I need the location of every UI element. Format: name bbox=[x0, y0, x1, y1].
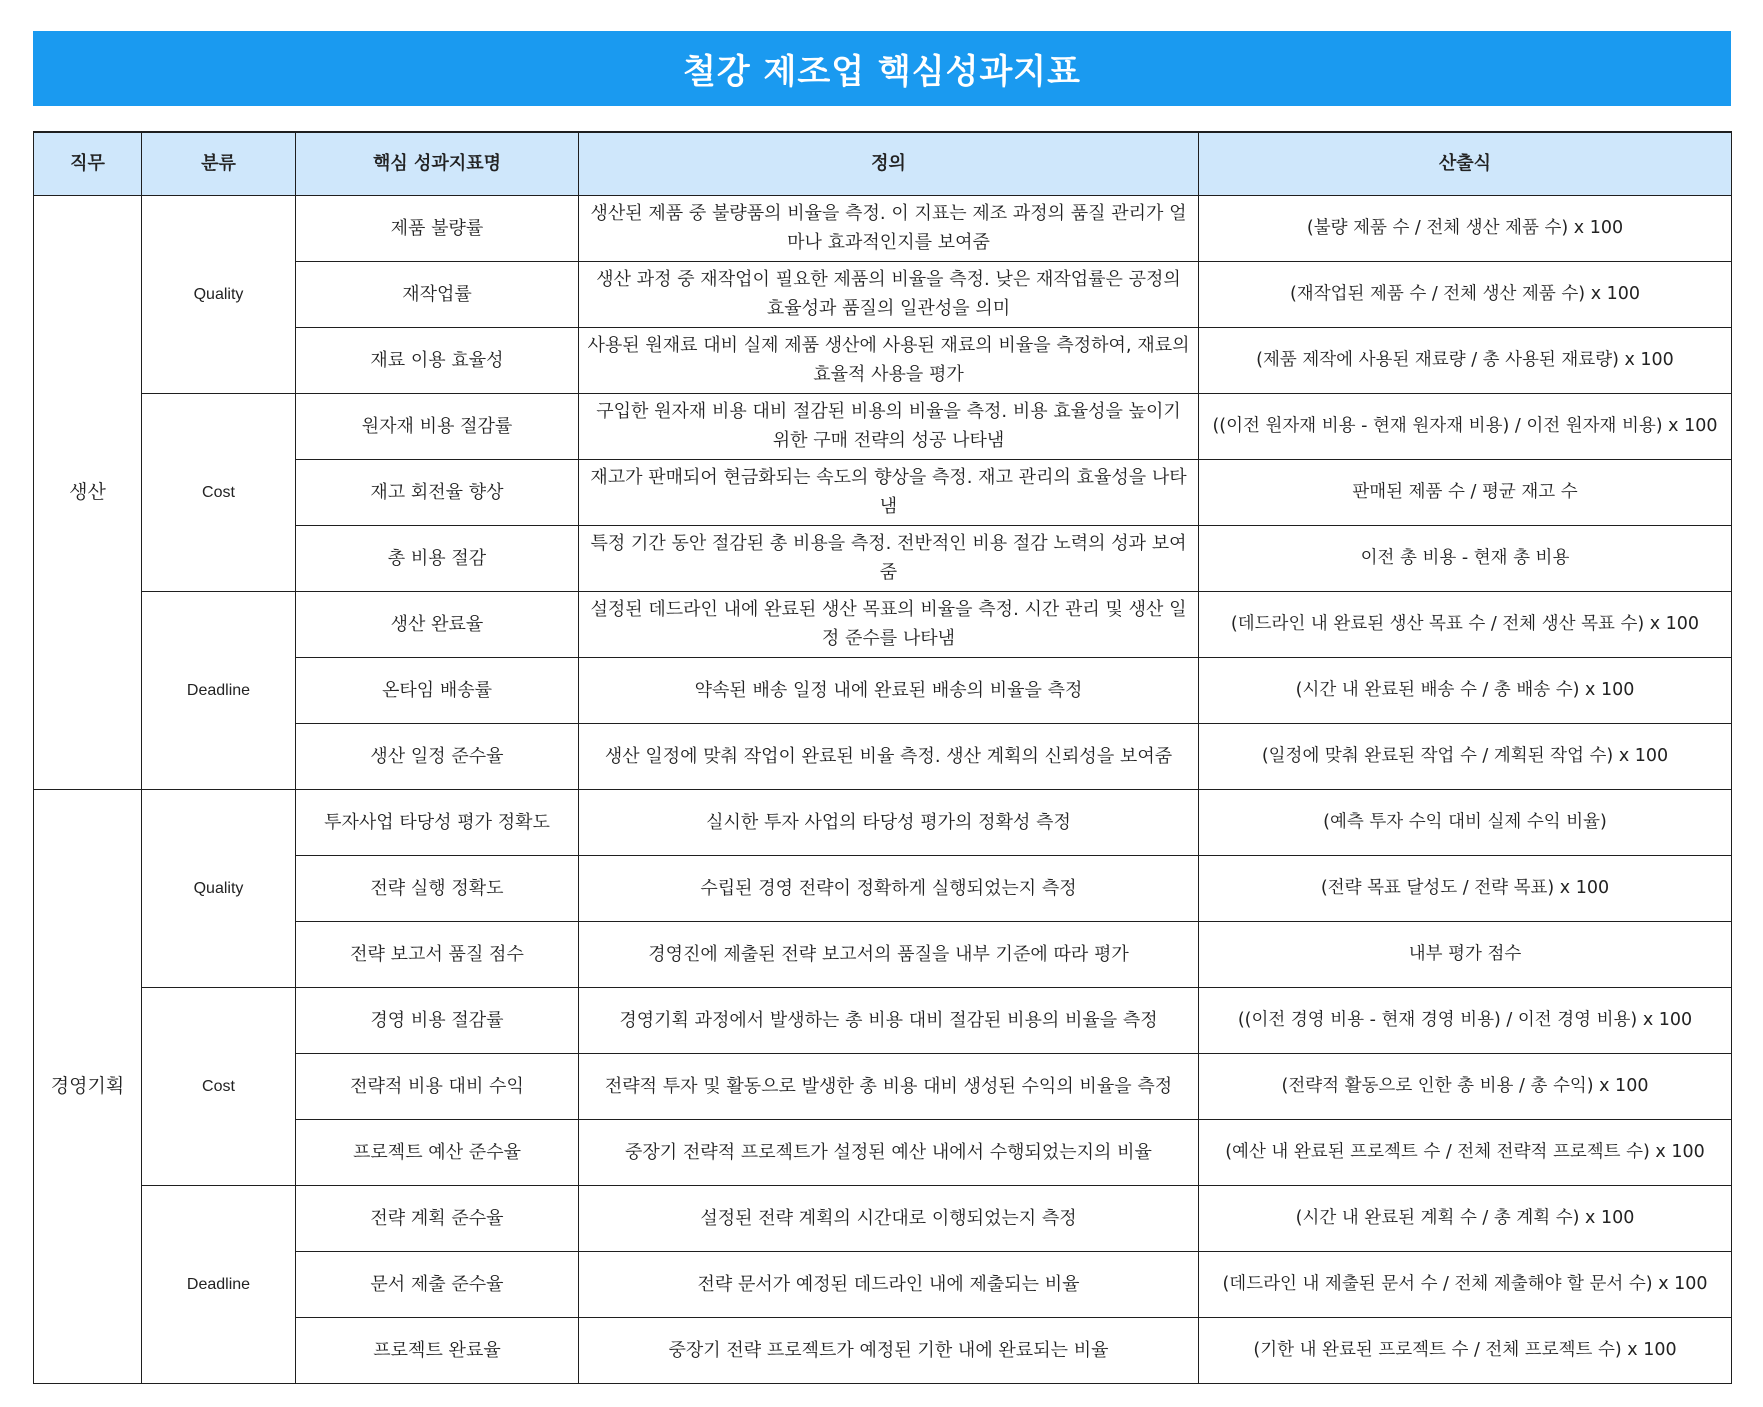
kpi-name-cell: 전략 계획 준수율 bbox=[296, 1185, 579, 1251]
table-header-row bbox=[34, 132, 1732, 195]
definition-cell: 수립된 경영 전략이 정확하게 실행되었는지 측정 bbox=[579, 855, 1199, 921]
formula-cell: ((이전 원자재 비용 - 현재 원자재 비용) / 이전 원자재 비용) x 100 bbox=[1199, 393, 1732, 459]
definition-cell: 재고가 판매되어 현금화되는 속도의 향상을 측정. 재고 관리의 효율성을 나타냄 bbox=[579, 459, 1199, 525]
job-cell: 경영기획 bbox=[34, 789, 142, 1383]
formula-cell: (예측 투자 수익 대비 실제 수익 비율) bbox=[1199, 789, 1732, 855]
kpi-name-cell: 투자사업 타당성 평가 정확도 bbox=[296, 789, 579, 855]
kpi-name-cell: 온타임 배송률 bbox=[296, 657, 579, 723]
kpi-name-cell: 프로젝트 완료율 bbox=[296, 1317, 579, 1383]
job-cell: 생산 bbox=[34, 195, 142, 789]
table-row bbox=[34, 591, 1732, 657]
kpi-name-cell: 생산 일정 준수율 bbox=[296, 723, 579, 789]
kpi-name-cell: 경영 비용 절감률 bbox=[296, 987, 579, 1053]
kpi-name-cell: 생산 완료율 bbox=[296, 591, 579, 657]
page-title: 철강 제조업 핵심성과지표 bbox=[683, 52, 1081, 92]
definition-cell: 경영진에 제출된 전략 보고서의 품질을 내부 기준에 따라 평가 bbox=[579, 921, 1199, 987]
formula-cell: (불량 제품 수 / 전체 생산 제품 수) x 100 bbox=[1199, 195, 1732, 261]
definition-cell: 특정 기간 동안 절감된 총 비용을 측정. 전반적인 비용 절감 노력의 성과 보여줌 bbox=[579, 525, 1199, 591]
header-formula: 산출식 bbox=[1199, 132, 1732, 195]
category-cell: Cost bbox=[142, 393, 296, 591]
kpi-name-cell: 전략적 비용 대비 수익 bbox=[296, 1053, 579, 1119]
table-row bbox=[34, 987, 1732, 1053]
formula-cell: (데드라인 내 제출된 문서 수 / 전체 제출해야 할 문서 수) x 100 bbox=[1199, 1251, 1732, 1317]
formula-cell: (전략적 활동으로 인한 총 비용 / 총 수익) x 100 bbox=[1199, 1053, 1732, 1119]
category-cell: Cost bbox=[142, 987, 296, 1185]
definition-cell: 전략 문서가 예정된 데드라인 내에 제출되는 비율 bbox=[579, 1251, 1199, 1317]
category-cell: Deadline bbox=[142, 1185, 296, 1383]
kpi-name-cell: 전략 보고서 품질 점수 bbox=[296, 921, 579, 987]
kpi-name-cell: 재작업률 bbox=[296, 261, 579, 327]
definition-cell: 중장기 전략적 프로젝트가 설정된 예산 내에서 수행되었는지의 비율 bbox=[579, 1119, 1199, 1185]
kpi-name-cell: 전략 실행 정확도 bbox=[296, 855, 579, 921]
formula-cell: 이전 총 비용 - 현재 총 비용 bbox=[1199, 525, 1732, 591]
definition-cell: 생산 일정에 맞춰 작업이 완료된 비율 측정. 생산 계획의 신뢰성을 보여줌 bbox=[579, 723, 1199, 789]
definition-cell: 전략적 투자 및 활동으로 발생한 총 비용 대비 생성된 수익의 비율을 측정 bbox=[579, 1053, 1199, 1119]
table-row bbox=[34, 393, 1732, 459]
header-definition: 정의 bbox=[579, 132, 1199, 195]
header-kpi-name: 핵심 성과지표명 bbox=[296, 132, 579, 195]
formula-cell: (시간 내 완료된 계획 수 / 총 계획 수) x 100 bbox=[1199, 1185, 1732, 1251]
kpi-name-cell: 문서 제출 준수율 bbox=[296, 1251, 579, 1317]
definition-cell: 중장기 전략 프로젝트가 예정된 기한 내에 완료되는 비율 bbox=[579, 1317, 1199, 1383]
definition-cell: 설정된 데드라인 내에 완료된 생산 목표의 비율을 측정. 시간 관리 및 생산 일정 준수를 나타냄 bbox=[579, 591, 1199, 657]
formula-cell: (시간 내 완료된 배송 수 / 총 배송 수) x 100 bbox=[1199, 657, 1732, 723]
table-body bbox=[34, 195, 1732, 1383]
kpi-name-cell: 재료 이용 효율성 bbox=[296, 327, 579, 393]
kpi-name-cell: 재고 회전율 향상 bbox=[296, 459, 579, 525]
kpi-name-cell: 제품 불량률 bbox=[296, 195, 579, 261]
category-cell: Quality bbox=[142, 195, 296, 393]
formula-cell: 판매된 제품 수 / 평균 재고 수 bbox=[1199, 459, 1732, 525]
definition-cell: 생산 과정 중 재작업이 필요한 제품의 비율을 측정. 낮은 재작업률은 공정의 효율성과 품질의 일관성을 의미 bbox=[579, 261, 1199, 327]
table-row bbox=[34, 789, 1732, 855]
category-cell: Quality bbox=[142, 789, 296, 987]
kpi-name-cell: 원자재 비용 절감률 bbox=[296, 393, 579, 459]
definition-cell: 설정된 전략 계획의 시간대로 이행되었는지 측정 bbox=[579, 1185, 1199, 1251]
category-cell: Deadline bbox=[142, 591, 296, 789]
formula-cell: (예산 내 완료된 프로젝트 수 / 전체 전략적 프로젝트 수) x 100 bbox=[1199, 1119, 1732, 1185]
definition-cell: 경영기획 과정에서 발생하는 총 비용 대비 절감된 비용의 비율을 측정 bbox=[579, 987, 1199, 1053]
definition-cell: 실시한 투자 사업의 타당성 평가의 정확성 측정 bbox=[579, 789, 1199, 855]
header-job: 직무 bbox=[34, 132, 142, 195]
formula-cell: (제품 제작에 사용된 재료량 / 총 사용된 재료량) x 100 bbox=[1199, 327, 1732, 393]
definition-cell: 약속된 배송 일정 내에 완료된 배송의 비율을 측정 bbox=[579, 657, 1199, 723]
kpi-table bbox=[33, 131, 1732, 1384]
formula-cell: ((이전 경영 비용 - 현재 경영 비용) / 이전 경영 비용) x 100 bbox=[1199, 987, 1732, 1053]
kpi-name-cell: 프로젝트 예산 준수율 bbox=[296, 1119, 579, 1185]
formula-cell: (데드라인 내 완료된 생산 목표 수 / 전체 생산 목표 수) x 100 bbox=[1199, 591, 1732, 657]
definition-cell: 구입한 원자재 비용 대비 절감된 비용의 비율을 측정. 비용 효율성을 높이기 위한 구매 전략의 성공 나타냄 bbox=[579, 393, 1199, 459]
table-row bbox=[34, 1185, 1732, 1251]
header-category: 분류 bbox=[142, 132, 296, 195]
formula-cell: (재작업된 제품 수 / 전체 생산 제품 수) x 100 bbox=[1199, 261, 1732, 327]
kpi-name-cell: 총 비용 절감 bbox=[296, 525, 579, 591]
title-banner bbox=[33, 31, 1731, 106]
definition-cell: 생산된 제품 중 불량품의 비율을 측정. 이 지표는 제조 과정의 품질 관리가 얼마나 효과적인지를 보여줌 bbox=[579, 195, 1199, 261]
formula-cell: 내부 평가 점수 bbox=[1199, 921, 1732, 987]
formula-cell: (기한 내 완료된 프로젝트 수 / 전체 프로젝트 수) x 100 bbox=[1199, 1317, 1732, 1383]
table-row bbox=[34, 195, 1732, 261]
formula-cell: (전략 목표 달성도 / 전략 목표) x 100 bbox=[1199, 855, 1732, 921]
formula-cell: (일정에 맞춰 완료된 작업 수 / 계획된 작업 수) x 100 bbox=[1199, 723, 1732, 789]
definition-cell: 사용된 원재료 대비 실제 제품 생산에 사용된 재료의 비율을 측정하여, 재료의 효율적 사용을 평가 bbox=[579, 327, 1199, 393]
